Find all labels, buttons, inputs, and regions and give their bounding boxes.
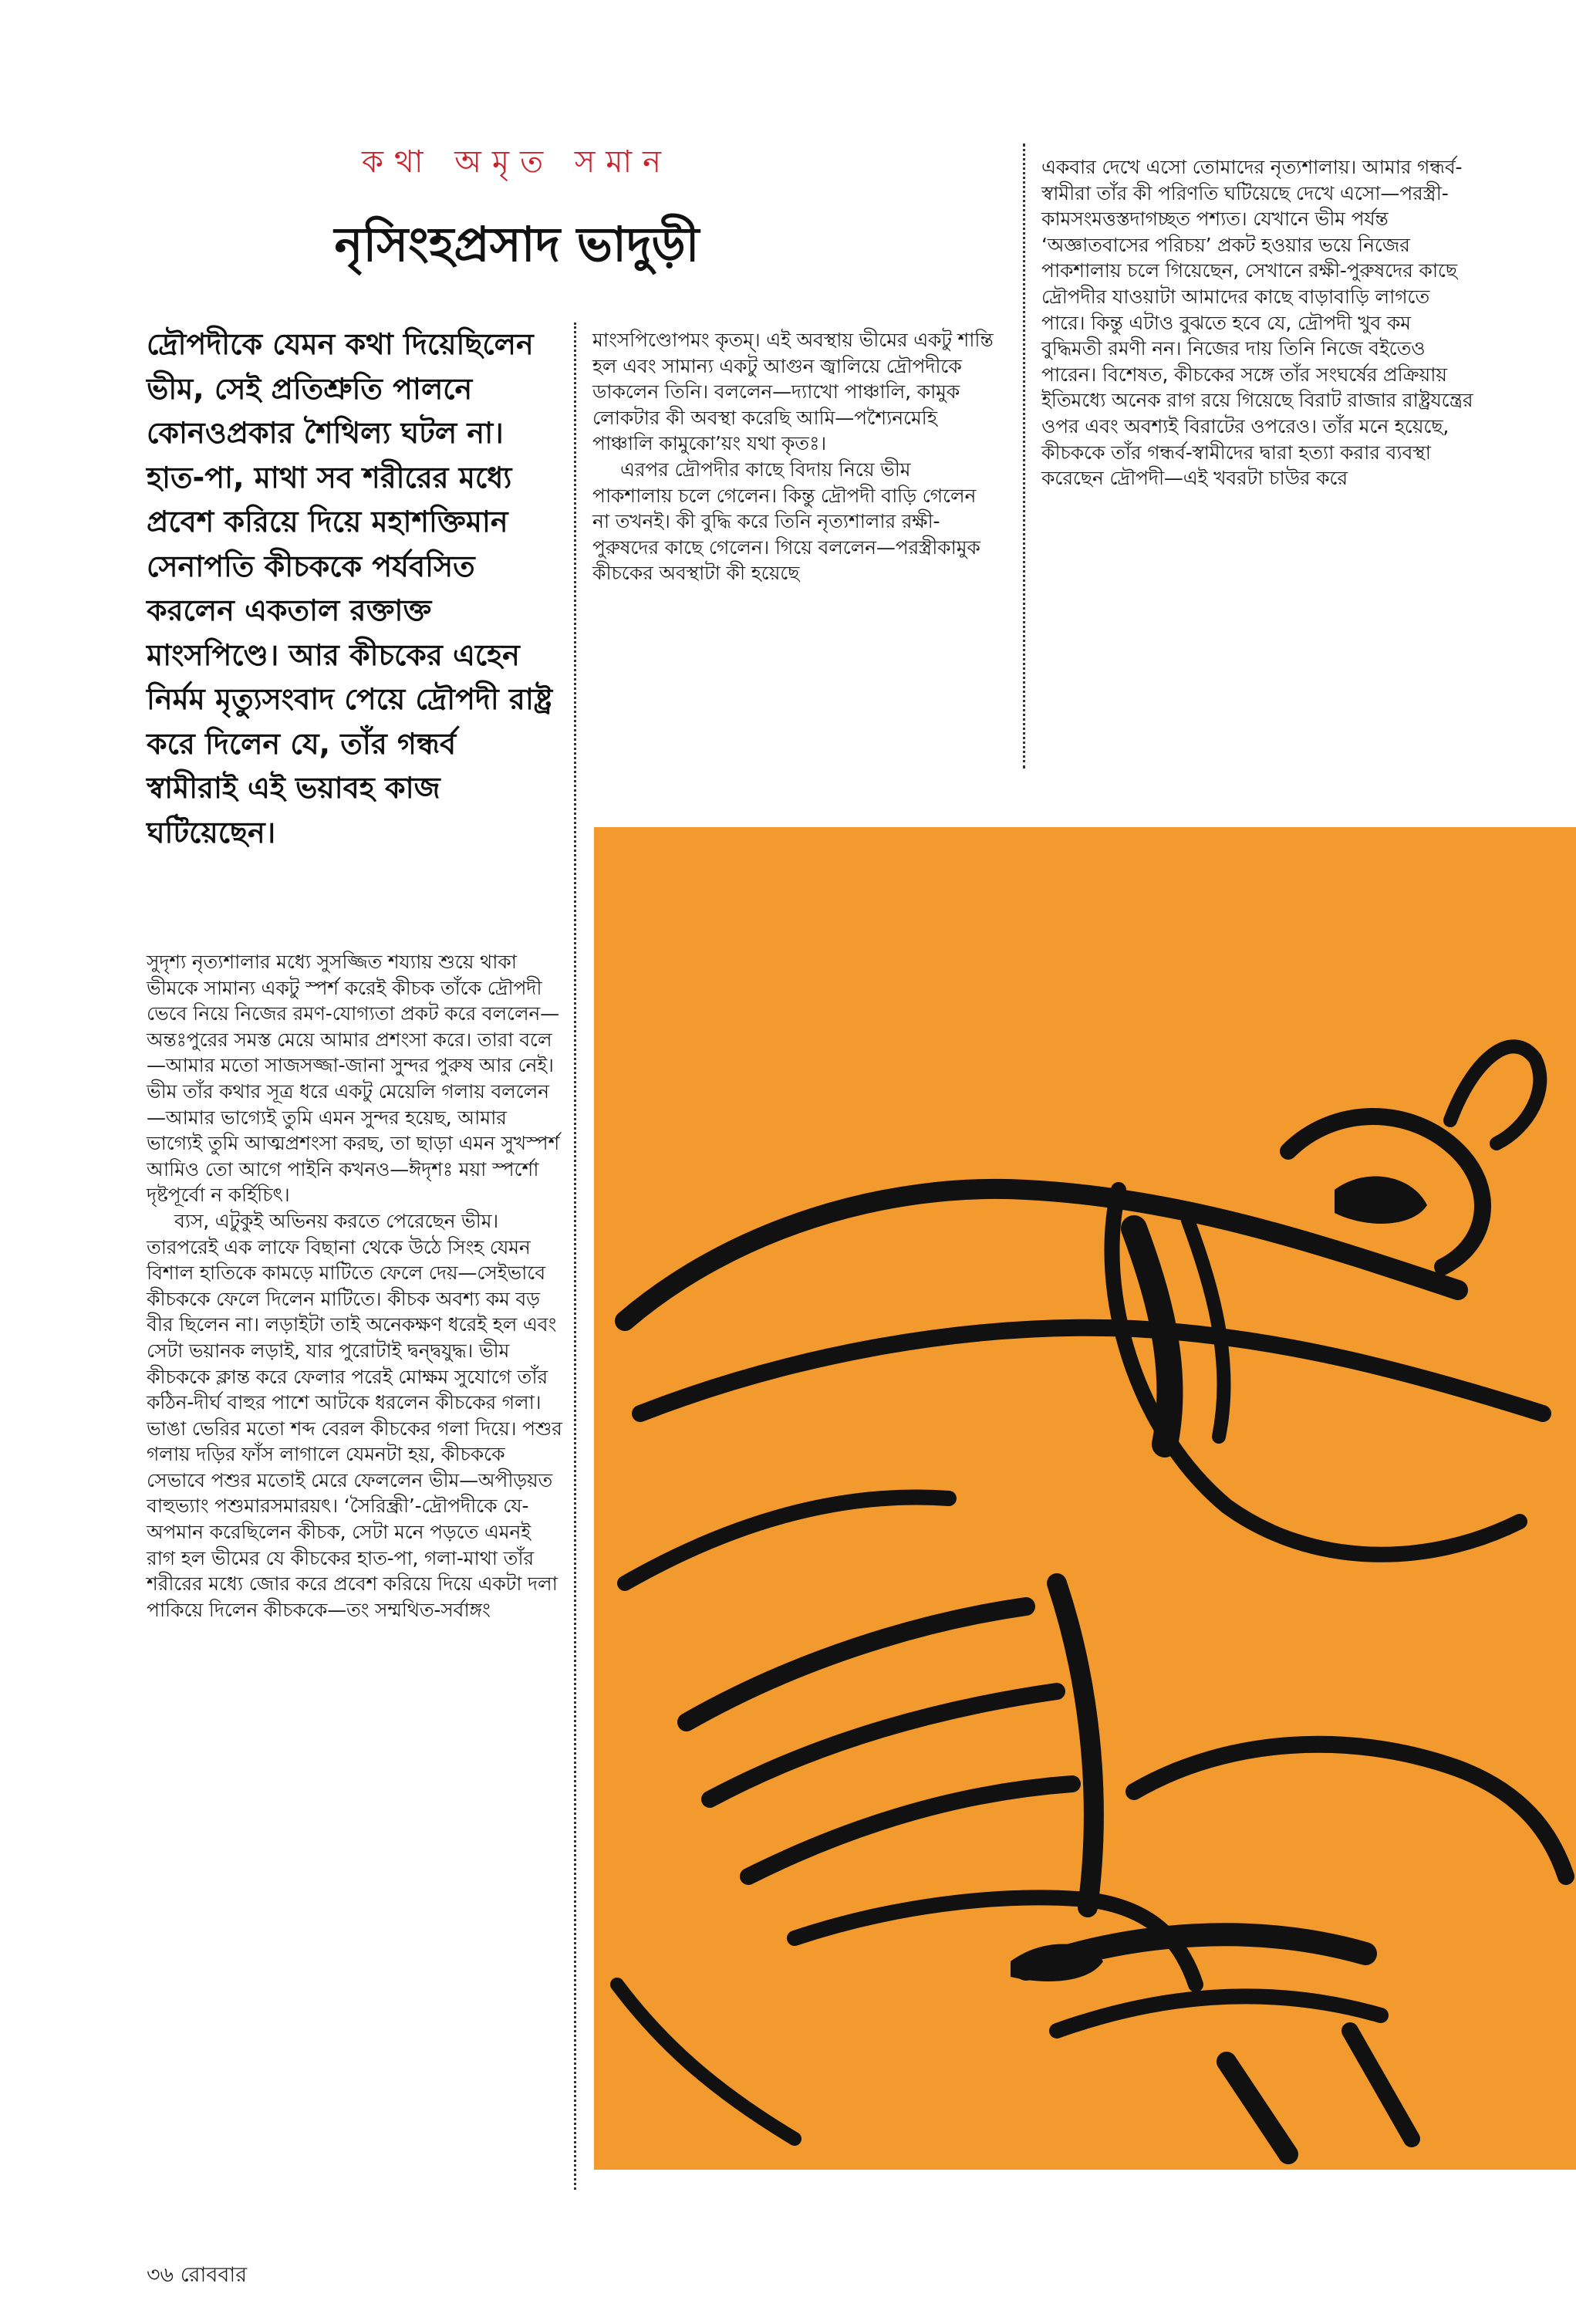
body-paragraph: সুদৃশ্য নৃত্যশালার মধ্যে সুসজ্জিত শয্যায় শুয়ে থাকা ভীমকে সামান্য একটু স্পর্শ করেই কীচক তাঁকে দ্রৌপদী ভেবে নিয়ে নিজের রমণ-যোগ্যতা প্রকট করে বললেন—অন্তঃপুরের সমস্ত মেয়ে আমার প্রশংসা করে। তারা বলে—আমার মতো সাজসজ্জা-জানা সুন্দর পুরুষ আর নেই। ভীম তাঁর কথার সূত্র ধরে একটু মেয়েলি গলায় বললেন—আমার ভাগ্যেই তুমি এমন সুন্দর হয়েছ, আমার ভাগ্যেই তুমি আত্মপ্রশংসা করছ, তা ছাড়া এমন সুখস্পর্শ আমিও তো আগে পাইনি কখনও—ঈদৃশঃ ময়া স্পর্শো দৃষ্টপূর্বো ন কর্হিচিৎ।	[147, 951, 560, 1207]
lead-paragraph: দ্রৌপদীকে যেমন কথা দিয়েছিলেন ভীম, সেই প্রতিশ্রুতি পালনে কোনওপ্রকার শৈথিল্য ঘটল না। হাত-পা, মাথা সব শরীরের মধ্যে প্রবেশ করিয়ে দিয়ে মহাশক্তিমান সেনাপতি কীচককে পর্যবসিত করলেন একতাল রক্তাক্ত মাংসপিণ্ডে। আর কীচকের এহেন নির্মম মৃত্যুসংবাদ পেয়ে দ্রৌপদী রাষ্ট্র করে দিলেন যে, তাঁর গন্ধর্ব স্বামীরাই এই ভয়াবহ কাজ ঘটিয়েছেন।	[147, 327, 553, 850]
body-column-left	[147, 949, 563, 1623]
body-paragraph: একবার দেখে এসো তোমাদের নৃত্যশালায়। আমার গন্ধর্ব-স্বামীরা তাঁর কী পরিণতি ঘটিয়েছে দেখে এসো—পরস্ত্রী-কামসংমত্তস্তদাগচ্ছত পশ্যত। যেখানে ভীম পর্যন্ত ‘অজ্ঞাতবাসের পরিচয়’ প্রকট হওয়ার ভয়ে নিজের পাকশালায় চলে গিয়েছেন, সেখানে রক্ষী-পুরুষদের কাছে দ্রৌপদীর যাওয়াটা আমাদের কাছে বাড়াবাড়ি লাগতে পারে। কিন্তু এটাও বুঝতে হবে যে, দ্রৌপদী খুব কম বুদ্ধিমতী রমণী নন। নিজের দায় তিনি নিজে বইতেও পারেন। বিশেষত, কীচকের সঙ্গে তাঁর সংঘর্ষের প্রক্রিয়ায় ইতিমধ্যে অনেক রাগ রয়ে গিয়েছে বিরাট রাজার রাষ্ট্রযন্ত্রের ওপর এবং অবশ্যই বিরাটের ওপরেও। তাঁর মনে হয়েছে, কীচককে তাঁর গন্ধর্ব-স্বামীদের দ্বারা হত্যা করার ব্যবস্থা করেছেন দ্রৌপদী—এই খবরটা চাউর করে	[1041, 156, 1473, 490]
body-column-right	[1041, 154, 1473, 491]
body-paragraph: ব্যস, এটুকুই অভিনয় করতে পেরেছেন ভীম। তারপরেই এক লাফে বিছানা থেকে উঠে সিংহ যেমন বিশাল হাতিকে কামড়ে মাটিতে ফেলে দেয়—সেইভাবে কীচককে ফেলে দিলেন মাটিতে। কীচক অবশ্য কম বড় বীর ছিলেন না। লড়াইটা তাই অনেকক্ষণ ধরেই হল এবং সেটা ভয়ানক লড়াই, যার পুরোটাই দ্বন্দ্বযুদ্ধ। ভীম কীচককে ক্লান্ত করে ফেলার পরেই মোক্ষম সুযোগে তাঁর কঠিন-দীর্ঘ বাহুর পাশে আটকে ধরলেন কীচকের গলা। ভাঙা ভেরির মতো শব্দ বেরল কীচকের গলা দিয়ে। পশুর গলায় দড়ির ফাঁস লাগালে যেমনটা হয়, কীচককে সেভাবে পশুর মতোই মেরে ফেললেন ভীম—অপীড়য়ত বাহুভ্যাং পশুমারসমারয়ৎ। ‘সৈরিন্ধ্রী’-দ্রৌপদীকে যে-অপমান করেছিলেন কীচক, সেটা মনে পড়তে এমনই রাগ হল ভীমের যে কীচকের হাত-পা, গলা-মাথা তাঁর শরীরের মধ্যে জোর করে প্রবেশ করিয়ে দিয়ে একটা দলা পাকিয়ে দিলেন কীচককে—তং সম্মথিত-সর্বাঙ্গং	[147, 1209, 562, 1621]
illustration	[594, 827, 1576, 2170]
column-title: কথা অমৃত সমান	[362, 144, 672, 180]
body-paragraph: এরপর দ্রৌপদীর কাছে বিদায় নিয়ে ভীম পাকশালায় চলে গেলেন। কিন্তু দ্রৌপদী বাড়ি গেলেন না তখনই। কী বুদ্ধি করে তিনি নৃত্যশালার রক্ষী-পুরুষদের কাছে গেলেন। গিয়ে বললেন—পরস্ত্রীকামুক কীচকের অবস্থাটা কী হয়েছে	[592, 458, 980, 585]
page-folio: ৩৬ রোববার	[147, 2263, 248, 2287]
column-divider-left	[574, 323, 576, 2190]
column-divider-right	[1023, 144, 1025, 768]
body-column-middle	[592, 327, 994, 586]
author-name: নৃসিংহপ্রসাদ ভাদুড়ী	[334, 216, 700, 272]
body-paragraph: মাংসপিণ্ডোপমং কৃতম্‌। এই অবস্থায় ভীমের একটু শান্তি হল এবং সামান্য একটু আগুন জ্বালিয়ে দ্রৌপদীকে ডাকলেন তিনি। বললেন—দ্যাখো পাঞ্চালি, কামুক লোকটার কী অবস্থা করেছি আমি—পশ্যৈনমেহি পাঞ্চালি কামুকো’য়ং যথা কৃতঃ।	[592, 329, 994, 455]
